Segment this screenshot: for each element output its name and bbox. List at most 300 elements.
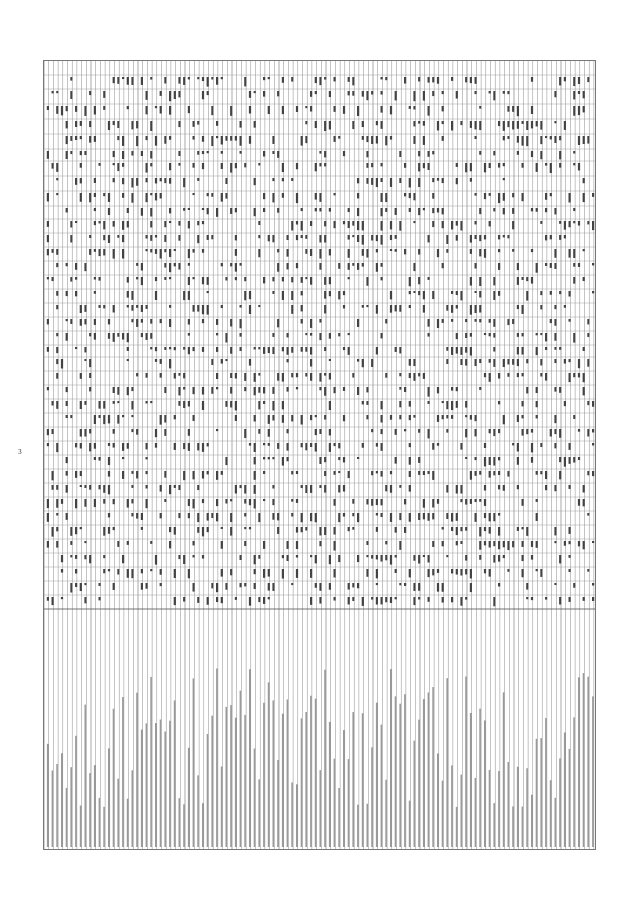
cell-value-mark (512, 319, 514, 324)
cell-value-mark (272, 178, 274, 181)
cell-value-mark (456, 291, 458, 295)
cell-value-mark (536, 208, 538, 212)
cell-value-mark (343, 106, 345, 114)
cell-value-mark (127, 277, 129, 283)
cell-value-mark (75, 499, 77, 508)
row-label-mark (456, 807, 458, 847)
cell-value-mark (381, 471, 383, 477)
cell-value-mark (460, 221, 462, 230)
cell-value-mark (287, 387, 289, 392)
cell-value-mark (381, 277, 383, 280)
cell-value-mark (160, 583, 162, 586)
cell-value-mark (578, 541, 580, 546)
cell-value-mark (526, 387, 528, 393)
cell-value-mark (131, 193, 133, 203)
cell-value-mark (503, 541, 505, 547)
cell-value-mark (216, 583, 218, 592)
cell-value-mark (559, 457, 561, 462)
cell-value-mark (254, 121, 256, 128)
row-label-mark (136, 693, 138, 847)
cell-value-mark (268, 106, 270, 114)
cell-value-mark (282, 277, 284, 281)
cell-value-mark (146, 333, 148, 340)
row-label-mark (573, 717, 575, 847)
cell-value-mark (127, 443, 129, 449)
cell-value-mark (263, 499, 265, 501)
cell-value-mark (310, 485, 312, 493)
row-label-mark (240, 691, 242, 847)
cell-value-mark (381, 178, 383, 182)
cell-value-mark (573, 249, 575, 258)
cell-value-mark (84, 319, 86, 324)
cell-value-mark (108, 415, 110, 423)
cell-value-mark (554, 541, 556, 543)
row-label-mark (367, 804, 369, 847)
row-label-mark (470, 713, 472, 847)
cell-value-mark (103, 193, 105, 196)
cell-value-mark (164, 77, 166, 84)
cell-value-mark (287, 555, 289, 561)
cell-value-mark (277, 443, 279, 449)
cell-value-mark (287, 263, 289, 269)
cell-value-mark (465, 457, 467, 459)
cell-value-mark (376, 527, 378, 532)
row-label-mark (146, 723, 148, 847)
cell-value-mark (559, 221, 561, 224)
cell-value-mark (395, 597, 397, 599)
cell-value-mark (338, 513, 340, 522)
row-label-mark (569, 749, 571, 847)
cell-value-mark (183, 347, 185, 350)
cell-value-mark (193, 415, 195, 421)
cell-value-mark (122, 77, 124, 79)
cell-value-mark (536, 347, 538, 355)
cell-value-mark (413, 221, 415, 223)
cell-value-mark (230, 163, 232, 173)
cell-value-mark (432, 499, 434, 508)
cell-value-mark (428, 569, 430, 577)
cell-value-mark (268, 347, 270, 353)
cell-value-mark (103, 401, 105, 409)
cell-value-mark (390, 555, 392, 565)
cell-value-mark (146, 178, 148, 182)
cell-value-mark (75, 221, 77, 223)
cell-value-mark (404, 163, 406, 168)
cell-value-mark (343, 415, 345, 421)
cell-value-mark (108, 485, 110, 494)
cell-value-mark (131, 387, 133, 391)
cell-value-mark (141, 319, 143, 323)
cell-value-mark (329, 277, 331, 284)
cell-value-mark (334, 597, 336, 601)
cell-value-mark (456, 541, 458, 545)
cell-value-mark (573, 151, 575, 154)
cell-value-mark (75, 291, 77, 296)
cell-value-mark (305, 136, 307, 143)
cell-value-mark (296, 106, 298, 112)
cell-value-mark (550, 235, 552, 239)
cell-value-mark (254, 443, 256, 452)
cell-value-mark (84, 499, 86, 507)
cell-value-mark (550, 263, 552, 268)
cell-value-mark (301, 235, 303, 238)
cell-value-mark (258, 221, 260, 225)
cell-value-mark (404, 583, 406, 586)
cell-value-mark (315, 193, 317, 200)
page-number: 3 (18, 449, 22, 456)
cell-value-mark (428, 77, 430, 83)
cell-value-mark (66, 106, 68, 111)
cell-value-mark (489, 359, 491, 363)
row-label-mark (94, 765, 96, 847)
cell-value-mark (475, 415, 477, 421)
cell-value-mark (451, 415, 453, 419)
cell-value-mark (131, 121, 133, 129)
cell-value-mark (418, 163, 420, 171)
cell-value-mark (404, 249, 406, 254)
cell-value-mark (75, 277, 77, 280)
cell-value-mark (277, 513, 279, 520)
cell-value-mark (404, 193, 406, 196)
cell-value-mark (52, 471, 54, 480)
cell-value-mark (437, 77, 439, 84)
cell-value-mark (127, 499, 129, 508)
cell-value-mark (216, 373, 218, 379)
cell-value-mark (319, 208, 321, 212)
row-label-mark (249, 669, 251, 847)
cell-value-mark (131, 77, 133, 85)
cell-value-mark (169, 485, 171, 494)
cell-value-mark (381, 333, 383, 338)
cell-value-mark (409, 305, 411, 308)
cell-value-mark (371, 235, 373, 240)
cell-value-mark (305, 373, 307, 377)
cell-value-mark (244, 163, 246, 167)
cell-value-mark (352, 499, 354, 504)
cell-value-mark (437, 249, 439, 257)
cell-value-mark (540, 471, 542, 474)
cell-value-mark (258, 373, 260, 376)
row-label-mark (376, 703, 378, 847)
cell-value-mark (249, 291, 251, 299)
cell-value-mark (399, 347, 401, 353)
cell-value-mark (526, 136, 528, 146)
cell-value-mark (418, 555, 420, 564)
cell-value-mark (573, 106, 575, 116)
cell-value-mark (432, 291, 434, 299)
cell-value-mark (583, 277, 585, 281)
cell-value-mark (573, 583, 575, 588)
cell-value-mark (136, 513, 138, 519)
cell-value-mark (202, 319, 204, 323)
cell-value-mark (141, 513, 143, 520)
cell-value-mark (432, 91, 434, 96)
cell-value-mark (564, 359, 566, 364)
row-label-mark (395, 696, 397, 847)
cell-value-mark (188, 277, 190, 285)
cell-value-mark (310, 569, 312, 578)
cell-value-mark (178, 387, 180, 395)
cell-value-mark (531, 249, 533, 252)
cell-value-mark (442, 527, 444, 530)
cell-value-mark (240, 136, 242, 146)
cell-value-mark (240, 333, 242, 337)
cell-value-mark (70, 136, 72, 141)
cell-value-mark (381, 121, 383, 129)
cell-value-mark (108, 527, 110, 534)
cell-value-mark (117, 387, 119, 395)
cell-value-mark (395, 91, 397, 100)
cell-value-mark (272, 333, 274, 337)
cell-value-mark (446, 401, 448, 409)
cell-value-mark (113, 151, 115, 157)
cell-value-mark (221, 77, 223, 79)
cell-value-mark (366, 387, 368, 392)
cell-value-mark (188, 263, 190, 266)
cell-value-mark (404, 429, 406, 431)
cell-value-mark (475, 121, 477, 129)
cell-value-mark (94, 457, 96, 460)
cell-value-mark (409, 277, 411, 286)
cell-value-mark (268, 597, 270, 599)
cell-value-mark (305, 527, 307, 530)
cell-value-mark (258, 555, 260, 559)
cell-value-mark (183, 443, 185, 449)
cell-value-mark (202, 305, 204, 314)
cell-value-mark (207, 513, 209, 521)
cell-value-mark (150, 333, 152, 339)
cell-value-mark (334, 106, 336, 112)
cell-value-mark (578, 457, 580, 460)
cell-value-mark (230, 499, 232, 501)
cell-value-mark (89, 136, 91, 143)
cell-value-mark (89, 249, 91, 255)
cell-value-mark (230, 527, 232, 536)
cell-value-mark (277, 249, 279, 252)
cell-value-mark (399, 387, 401, 390)
cell-value-mark (381, 555, 383, 562)
cell-value-mark (489, 221, 491, 226)
cell-value-mark (244, 485, 246, 494)
cell-value-mark (507, 91, 509, 94)
cell-value-mark (531, 106, 533, 114)
row-label-mark (89, 773, 91, 847)
cell-value-mark (310, 333, 312, 336)
cell-value-mark (282, 373, 284, 382)
cell-value-mark (413, 359, 415, 366)
cell-value-mark (451, 347, 453, 355)
cell-value-mark (183, 291, 185, 300)
cell-value-mark (371, 429, 373, 432)
cell-value-mark (75, 121, 77, 127)
cell-value-mark (498, 457, 500, 460)
cell-value-mark (282, 415, 284, 423)
cell-value-mark (258, 249, 260, 257)
cell-value-mark (559, 136, 561, 140)
cell-value-mark (136, 277, 138, 279)
cell-value-mark (554, 136, 556, 143)
cell-value-mark (188, 221, 190, 228)
cell-value-mark (512, 249, 514, 252)
cell-value-mark (573, 77, 575, 86)
cell-value-mark (587, 136, 589, 144)
cell-value-mark (160, 373, 162, 378)
cell-value-mark (343, 485, 345, 492)
cell-value-mark (371, 555, 373, 559)
cell-value-mark (188, 208, 190, 210)
cell-value-mark (409, 443, 411, 447)
cell-value-mark (423, 513, 425, 519)
row-label-mark (258, 779, 260, 847)
cell-value-mark (61, 597, 63, 599)
cell-value-mark (409, 401, 411, 407)
cell-value-mark (99, 401, 101, 409)
cell-value-mark (216, 121, 218, 126)
row-label-mark (540, 738, 542, 847)
cell-value-mark (573, 263, 575, 267)
cell-value-mark (164, 471, 166, 478)
cell-value-mark (489, 373, 491, 382)
cell-value-mark (80, 471, 82, 476)
cell-value-mark (550, 193, 552, 196)
cell-value-mark (122, 249, 124, 259)
cell-value-mark (272, 151, 274, 154)
cell-value-mark (460, 597, 462, 606)
cell-value-mark (362, 597, 364, 606)
cell-value-mark (193, 555, 195, 557)
cell-value-mark (131, 513, 133, 516)
cell-value-mark (244, 499, 246, 504)
cell-value-mark (301, 277, 303, 283)
cell-value-mark (89, 193, 91, 202)
cell-value-mark (418, 151, 420, 156)
cell-value-mark (301, 527, 303, 532)
cell-value-mark (160, 415, 162, 425)
cell-value-mark (188, 319, 190, 325)
cell-value-mark (249, 91, 251, 98)
cell-value-mark (319, 457, 321, 464)
cell-value-mark (52, 401, 54, 405)
cell-value-mark (319, 429, 321, 434)
cell-value-mark (75, 527, 77, 534)
cell-value-mark (291, 347, 293, 353)
cell-value-mark (315, 121, 317, 128)
cell-value-mark (456, 163, 458, 167)
cell-value-mark (70, 77, 72, 81)
cell-value-mark (324, 221, 326, 226)
cell-value-mark (498, 121, 500, 126)
cell-value-mark (230, 106, 232, 116)
cell-value-mark (578, 263, 580, 267)
row-label-mark (226, 707, 228, 847)
cell-value-mark (52, 249, 54, 253)
cell-value-mark (432, 471, 434, 480)
cell-value-mark (150, 77, 152, 80)
cell-value-mark (80, 429, 82, 437)
cell-value-mark (583, 485, 585, 492)
cell-value-mark (56, 305, 58, 309)
cell-value-mark (564, 77, 566, 81)
cell-value-mark (569, 569, 571, 572)
cell-value-mark (202, 527, 204, 536)
cell-value-mark (418, 277, 420, 284)
cell-value-mark (423, 373, 425, 379)
cell-value-mark (240, 555, 242, 560)
cell-value-mark (442, 263, 444, 268)
cell-value-mark (564, 235, 566, 238)
cell-value-mark (460, 499, 462, 502)
cell-value-mark (202, 471, 204, 479)
cell-value-mark (216, 319, 218, 325)
cell-value-mark (75, 569, 77, 574)
cell-value-mark (456, 91, 458, 99)
cell-value-mark (479, 555, 481, 560)
cell-value-mark (592, 541, 594, 543)
cell-value-mark (437, 319, 439, 328)
cell-value-mark (80, 178, 82, 183)
cell-value-mark (254, 485, 256, 494)
cell-value-mark (583, 541, 585, 549)
cell-value-mark (127, 333, 129, 342)
cell-value-mark (381, 401, 383, 409)
cell-value-mark (89, 359, 91, 367)
cell-value-mark (169, 263, 171, 272)
cell-value-mark (169, 347, 171, 349)
cell-value-mark (272, 583, 274, 591)
cell-value-mark (479, 277, 481, 286)
cell-value-mark (559, 387, 561, 393)
cell-value-mark (564, 541, 566, 546)
cell-value-mark (503, 208, 505, 214)
cell-value-mark (117, 121, 119, 128)
cell-value-mark (460, 541, 462, 544)
cell-value-mark (507, 121, 509, 127)
cell-value-mark (522, 499, 524, 506)
cell-value-mark (164, 249, 166, 252)
cell-value-mark (305, 443, 307, 450)
cell-value-mark (160, 91, 162, 96)
cell-value-mark (578, 106, 580, 115)
cell-value-mark (460, 347, 462, 355)
cell-value-mark (348, 77, 350, 82)
cell-value-mark (146, 235, 148, 238)
cell-value-mark (357, 221, 359, 230)
cell-value-mark (193, 249, 195, 253)
cell-value-mark (526, 583, 528, 590)
cell-value-mark (216, 513, 218, 521)
row-label-mark (155, 723, 157, 847)
cell-value-mark (296, 499, 298, 503)
row-label-mark (268, 682, 270, 847)
cell-value-mark (343, 387, 345, 391)
cell-value-mark (150, 121, 152, 131)
cell-value-mark (127, 305, 129, 307)
cell-value-mark (315, 208, 317, 211)
cell-value-mark (310, 443, 312, 447)
cell-value-mark (324, 387, 326, 396)
cell-value-mark (390, 235, 392, 240)
cell-value-mark (329, 401, 331, 410)
row-label-mark (320, 770, 322, 847)
cell-value-mark (122, 415, 124, 417)
cell-value-mark (545, 208, 547, 212)
cell-value-mark (141, 263, 143, 271)
cell-value-mark (587, 569, 589, 572)
cell-value-mark (569, 221, 571, 227)
cell-value-mark (583, 249, 585, 251)
cell-value-mark (94, 291, 96, 294)
cell-value-mark (272, 235, 274, 242)
